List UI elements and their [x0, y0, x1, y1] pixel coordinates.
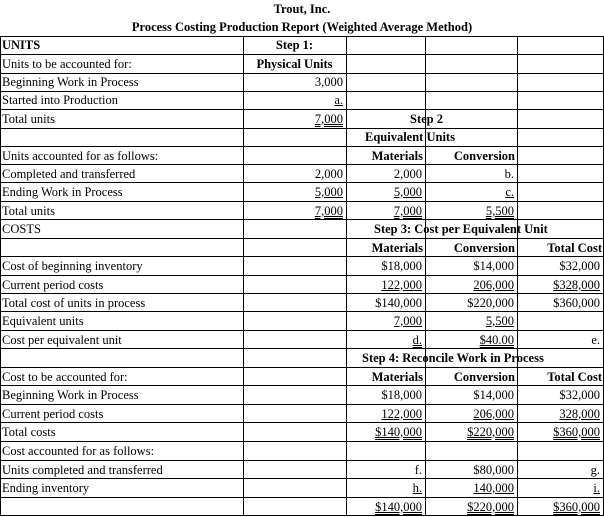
- current-period-materials: 122,000: [381, 278, 422, 292]
- grand-total-conversion: $220,000: [467, 500, 514, 514]
- step3-conversion-header: Conversion: [453, 241, 515, 255]
- grid-line: [0, 36, 1, 515]
- step4-label: Step 4: Reconcile Work in Process: [362, 351, 544, 365]
- beginning-inventory-conversion: $14,000: [473, 259, 514, 273]
- total-costs-label: Total costs: [2, 425, 56, 439]
- cost-per-eu-materials: d.: [412, 333, 422, 347]
- grid-line: [0, 182, 604, 183]
- total-units-label: Total units: [2, 112, 55, 126]
- current-period-conversion: 206,000: [473, 278, 514, 292]
- ending-wip-label: Ending Work in Process: [2, 185, 123, 199]
- eu-materials-header: Materials: [371, 149, 423, 163]
- grid-line: [0, 219, 604, 220]
- ending-physical: 5,000: [314, 185, 343, 199]
- units-accounted-label: Units accounted for as follows:: [2, 149, 159, 163]
- grid-line: [0, 497, 604, 498]
- reconcile-beginning-wip-total: $32,000: [559, 388, 600, 402]
- ending-inventory-label: Ending inventory: [2, 481, 90, 495]
- ending-inventory-materials: h.: [412, 481, 422, 495]
- total-costs-materials: $140,000: [375, 425, 422, 439]
- completed-materials-cost: f.: [414, 463, 422, 477]
- grid-line: [0, 238, 604, 239]
- cost-per-eu-total: e.: [591, 333, 600, 347]
- cost-per-eu-conversion: $40.00: [479, 333, 514, 347]
- ending-materials: 5,000: [393, 185, 422, 199]
- reconcile-current-period-materials: 122,000: [381, 407, 422, 421]
- equivalent-units-materials: 7,000: [393, 314, 422, 328]
- grid-line: [0, 275, 604, 276]
- total-costs-total: $360,000: [553, 425, 600, 439]
- started-label: Started into Production: [2, 93, 118, 107]
- units-completed-label: Units completed and transferred: [2, 463, 163, 477]
- grid-line: [0, 54, 604, 55]
- grid-line: [0, 293, 604, 294]
- company-name: Trout, Inc.: [273, 2, 331, 16]
- total-units-value: 7,000: [314, 112, 343, 126]
- report-title: Process Costing Production Report (Weighted Average Method): [131, 20, 473, 34]
- eu-total-materials: 7,000: [393, 204, 422, 218]
- grand-total-total: $360,000: [553, 500, 600, 514]
- step1-label: Step 1:: [275, 38, 314, 52]
- grid-line: [0, 330, 604, 331]
- reconcile-current-period-total: 328,000: [559, 407, 600, 421]
- ending-conversion: c.: [505, 185, 514, 199]
- units-to-account-label: Units to be accounted for:: [2, 57, 132, 71]
- total-cost-materials: $140,000: [375, 296, 422, 310]
- current-period-label: Current period costs: [2, 278, 104, 292]
- beginning-inventory-total: $32,000: [559, 259, 600, 273]
- step4-conversion-header: Conversion: [453, 370, 515, 384]
- reconcile-beginning-wip-conversion: $14,000: [473, 388, 514, 402]
- eu-total-label: Total units: [2, 204, 55, 218]
- total-cost-conversion: $220,000: [467, 296, 514, 310]
- reconcile-beginning-wip-label: Beginning Work in Process: [2, 388, 139, 402]
- grand-total-materials: $140,000: [375, 500, 422, 514]
- grid-line: [0, 146, 604, 147]
- cost-accounted-label: Cost accounted for as follows:: [2, 444, 155, 458]
- step4-total-header: Total Cost: [547, 370, 602, 384]
- total-cost-total: $360,000: [553, 296, 600, 310]
- costs-section-label: COSTS: [2, 222, 41, 236]
- grid-line: [517, 36, 518, 515]
- grid-line: [0, 460, 604, 461]
- grid-line: [0, 478, 604, 479]
- reconcile-current-period-conversion: 206,000: [473, 407, 514, 421]
- grid-line: [0, 385, 604, 386]
- step3-total-header: Total Cost: [547, 241, 602, 255]
- grid-line: [0, 441, 604, 442]
- completed-physical: 2,000: [314, 167, 343, 181]
- completed-transferred-label: Completed and transferred: [2, 167, 136, 181]
- grid-line: [0, 201, 604, 202]
- equivalent-units-title: Equivalent Units: [365, 130, 455, 144]
- grid-line: [0, 422, 604, 423]
- grid-line: [0, 164, 604, 165]
- cost-to-account-label: Cost to be accounted for:: [2, 370, 128, 384]
- grid-line: [0, 311, 604, 312]
- eu-conversion-header: Conversion: [453, 149, 515, 163]
- grid-line: [0, 515, 604, 516]
- beginning-inventory-label: Cost of beginning inventory: [2, 259, 143, 273]
- beginning-wip-units: 3,000: [314, 75, 343, 89]
- step2-label: Step 2: [410, 112, 443, 126]
- eu-total-conversion: 5,500: [485, 204, 514, 218]
- grid-line: [0, 367, 604, 368]
- ending-inventory-conversion: 140,000: [473, 481, 514, 495]
- reconcile-beginning-wip-materials: $18,000: [381, 388, 422, 402]
- total-cost-label: Total cost of units in process: [2, 296, 146, 310]
- beginning-inventory-materials: $18,000: [381, 259, 422, 273]
- eu-total-physical: 7,000: [314, 204, 343, 218]
- grid-line: [0, 256, 604, 257]
- physical-units-header: Physical Units: [256, 57, 333, 71]
- ending-inventory-total: i.: [593, 481, 600, 495]
- completed-conversion: b.: [504, 167, 514, 181]
- reconcile-current-period-label: Current period costs: [2, 407, 104, 421]
- grid-line: [346, 36, 347, 515]
- step4-materials-header: Materials: [371, 370, 423, 384]
- beginning-wip-label: Beginning Work in Process: [2, 75, 139, 89]
- grid-line: [0, 109, 604, 110]
- completed-conversion-cost: $80,000: [473, 463, 514, 477]
- equivalent-units-conversion: 5,500: [485, 314, 514, 328]
- completed-total-cost: g.: [590, 463, 600, 477]
- grid-line: [0, 348, 604, 349]
- grid-line: [425, 36, 426, 515]
- total-costs-conversion: $220,000: [467, 425, 514, 439]
- units-section-label: UNITS: [2, 38, 41, 52]
- grid-line: [0, 404, 604, 405]
- step3-materials-header: Materials: [371, 241, 423, 255]
- cost-per-eu-label: Cost per equivalent unit: [2, 333, 122, 347]
- completed-materials: 2,000: [393, 167, 422, 181]
- step3-label: Step 3: Cost per Equivalent Unit: [374, 222, 548, 236]
- grid-line: [0, 128, 604, 129]
- equivalent-units-label: Equivalent units: [2, 314, 84, 328]
- started-units: a.: [334, 93, 343, 107]
- current-period-total: $328,000: [553, 278, 600, 292]
